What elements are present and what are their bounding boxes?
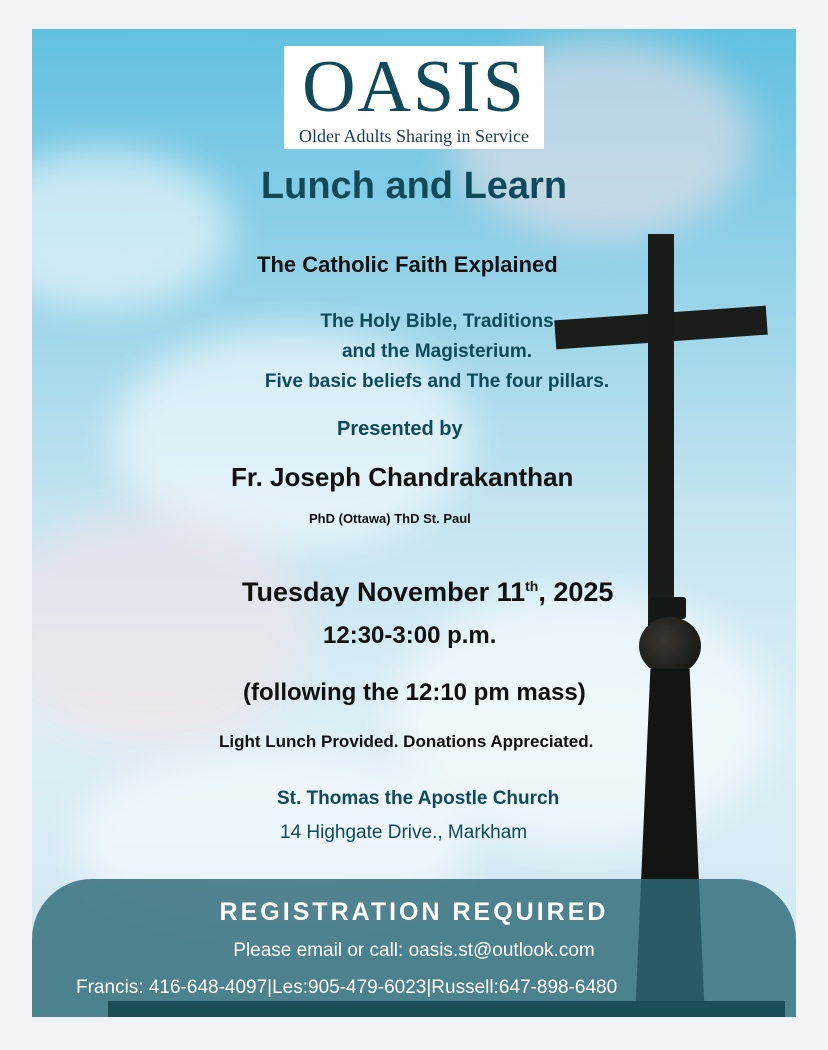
presented-by-label: Presented by xyxy=(337,418,463,440)
event-poster xyxy=(32,29,796,1017)
topic-line: and the Magisterium. xyxy=(341,341,533,362)
logo-wordmark: OASIS xyxy=(302,46,526,128)
registration-contact: Please email or call: oasis.st@outlook.com xyxy=(233,940,595,961)
oasis-logo xyxy=(284,46,544,149)
mass-note: (following the 12:10 pm mass) xyxy=(243,679,586,706)
event-subtitle: The Catholic Faith Explained xyxy=(257,252,558,277)
venue-name: St. Thomas the Apostle Church xyxy=(277,788,560,809)
venue-address: 14 Highgate Drive., Markham xyxy=(280,822,528,843)
presenter-name: Fr. Joseph Chandrakanthan xyxy=(231,462,574,492)
logo-tagline: Older Adults Sharing in Service xyxy=(299,126,529,146)
cross-icon xyxy=(648,234,674,629)
date-ordinal: th xyxy=(525,578,539,594)
event-title: Lunch and Learn xyxy=(260,165,568,207)
registration-phones: Francis: 416-648-4097|Les:905-479-6023|Russell:647-898-6480 xyxy=(76,977,618,998)
registration-heading: REGISTRATION REQUIRED xyxy=(219,898,609,926)
cross-orb xyxy=(639,617,701,675)
lunch-note: Light Lunch Provided. Donations Appreciated. xyxy=(219,732,594,751)
cross-collar xyxy=(650,597,686,619)
date-main: Tuesday November 11 xyxy=(242,577,526,607)
event-time: 12:30-3:00 p.m. xyxy=(323,622,497,649)
event-date xyxy=(242,577,613,608)
topic-line: Five basic beliefs and The four pillars. xyxy=(264,371,610,392)
registration-band-base xyxy=(108,1001,785,1017)
presenter-credentials: PhD (Ottawa) ThD St. Paul xyxy=(309,511,471,526)
date-year: , 2025 xyxy=(538,577,614,607)
topic-line: The Holy Bible, Traditions xyxy=(320,311,554,332)
